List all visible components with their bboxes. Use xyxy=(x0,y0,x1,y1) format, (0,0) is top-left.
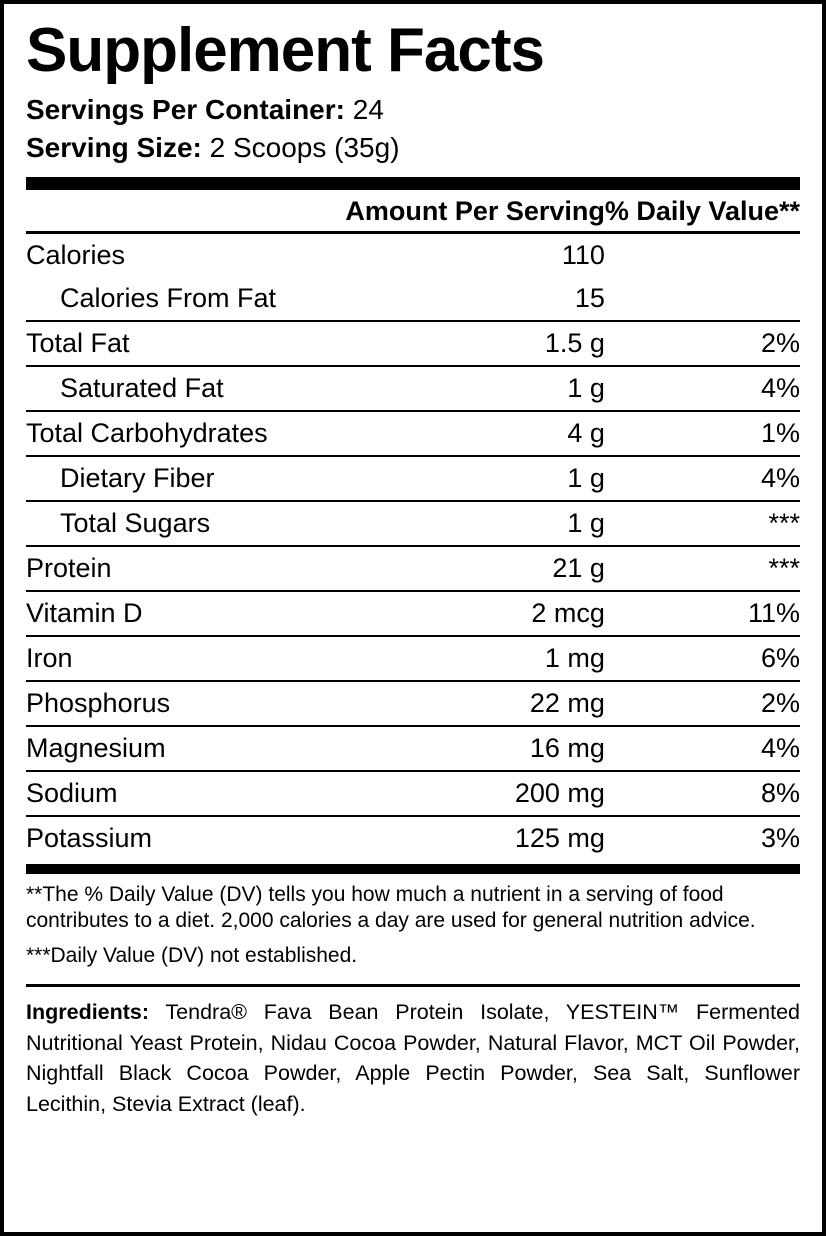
nutrient-amount: 110 xyxy=(561,239,605,270)
nutrient-name: Dietary Fiber xyxy=(26,456,345,501)
nutrient-name: Calories xyxy=(26,239,126,270)
nutrient-name: Saturated Fat xyxy=(26,366,345,411)
table-row xyxy=(26,546,800,591)
nutrient-amount: 125 mg xyxy=(514,822,605,853)
divider-thick-bottom xyxy=(26,864,800,874)
servings-per-container xyxy=(26,91,800,129)
nutrient-dv: 1% xyxy=(605,411,800,456)
serving-size xyxy=(26,129,800,167)
nutrient-dv: 6% xyxy=(605,636,800,681)
table-row xyxy=(26,591,800,636)
nutrient-dv: 4% xyxy=(605,456,800,501)
servings-per-container-value: 24 xyxy=(352,93,384,125)
footnote-not-established: ***Daily Value (DV) not established. xyxy=(26,944,358,968)
table-row xyxy=(26,456,800,501)
table-row xyxy=(26,277,800,321)
ingredients-label: Ingredients: xyxy=(26,1000,150,1025)
divider-ingredients xyxy=(26,984,800,987)
nutrient-name: Protein xyxy=(26,546,345,591)
header-amount-per-serving: Amount Per Serving xyxy=(345,190,605,233)
nutrient-name: Vitamin D xyxy=(26,591,345,636)
ingredients-text: Tendra® Fava Bean Protein Isolate, YESTEIN™ Fermented Nutritional Yeast Protein, Nidau Cocoa Powder, Natural Flavor, MCT Oil Powder, Nightfall Black Cocoa Powder, Apple Pectin Powder, Sea Salt, Sunflower Lecithin, Stevia Extract (leaf). xyxy=(26,1000,800,1116)
nutrient-dv xyxy=(605,232,800,277)
nutrition-table xyxy=(26,190,800,860)
footnote-daily-value: **The % Daily Value (DV) tells you how much a nutrient in a serving of food contributes to a diet. 2,000 calories a day are used for general nutrition advice. xyxy=(26,882,756,933)
nutrient-name: Total Carbohydrates xyxy=(26,411,345,456)
nutrient-dv: 4% xyxy=(605,366,800,411)
nutrient-amount: 200 mg xyxy=(345,771,605,816)
nutrient-name: Magnesium xyxy=(26,726,345,771)
divider-thick-top xyxy=(26,177,800,190)
table-header-row xyxy=(26,190,800,233)
table-row xyxy=(26,366,800,411)
nutrient-dv: 4% xyxy=(605,726,800,771)
nutrient-amount: 1 g xyxy=(345,456,605,501)
page-title: Supplement Facts xyxy=(26,16,544,85)
table-row xyxy=(26,816,800,860)
nutrient-dv: 11% xyxy=(605,591,800,636)
nutrient-amount: 1 mg xyxy=(345,636,605,681)
table-row xyxy=(26,636,800,681)
table-row xyxy=(26,232,800,277)
nutrient-dv: 8% xyxy=(605,771,800,816)
nutrient-dv: 2% xyxy=(605,321,800,366)
nutrient-amount: 1 g xyxy=(345,366,605,411)
table-row xyxy=(26,501,800,546)
nutrient-amount: 16 mg xyxy=(345,726,605,771)
nutrient-name: Iron xyxy=(26,636,345,681)
nutrient-amount: 4 g xyxy=(345,411,605,456)
serving-size-label: Serving Size: xyxy=(26,131,202,163)
nutrient-amount: 22 mg xyxy=(345,681,605,726)
nutrient-amount: 2 mcg xyxy=(345,591,605,636)
nutrient-name: Potassium xyxy=(26,822,153,853)
table-row xyxy=(26,771,800,816)
ingredients-block xyxy=(26,997,800,1119)
nutrient-dv: 3% xyxy=(760,822,800,853)
servings-per-container-label: Servings Per Container: xyxy=(26,93,345,125)
nutrient-amount: 15 xyxy=(345,277,605,321)
serving-size-value: 2 Scoops (35g) xyxy=(209,131,400,163)
table-row xyxy=(26,321,800,366)
header-daily-value: % Daily Value** xyxy=(605,190,800,233)
nutrient-amount: 21 g xyxy=(345,546,605,591)
nutrient-dv: *** xyxy=(605,546,800,591)
nutrient-name: Phosphorus xyxy=(26,681,345,726)
nutrient-dv: 2% xyxy=(605,681,800,726)
nutrient-name: Calories From Fat xyxy=(26,277,345,321)
table-row xyxy=(26,411,800,456)
nutrient-amount: 1 g xyxy=(345,501,605,546)
table-row xyxy=(26,726,800,771)
nutrient-name: Total Sugars xyxy=(26,501,345,546)
nutrient-name: Total Fat xyxy=(26,321,345,366)
nutrient-amount: 1.5 g xyxy=(345,321,605,366)
nutrient-dv xyxy=(605,277,800,321)
nutrient-dv: *** xyxy=(605,501,800,546)
header-blank xyxy=(26,190,345,233)
table-row xyxy=(26,681,800,726)
nutrient-name: Sodium xyxy=(26,771,345,816)
